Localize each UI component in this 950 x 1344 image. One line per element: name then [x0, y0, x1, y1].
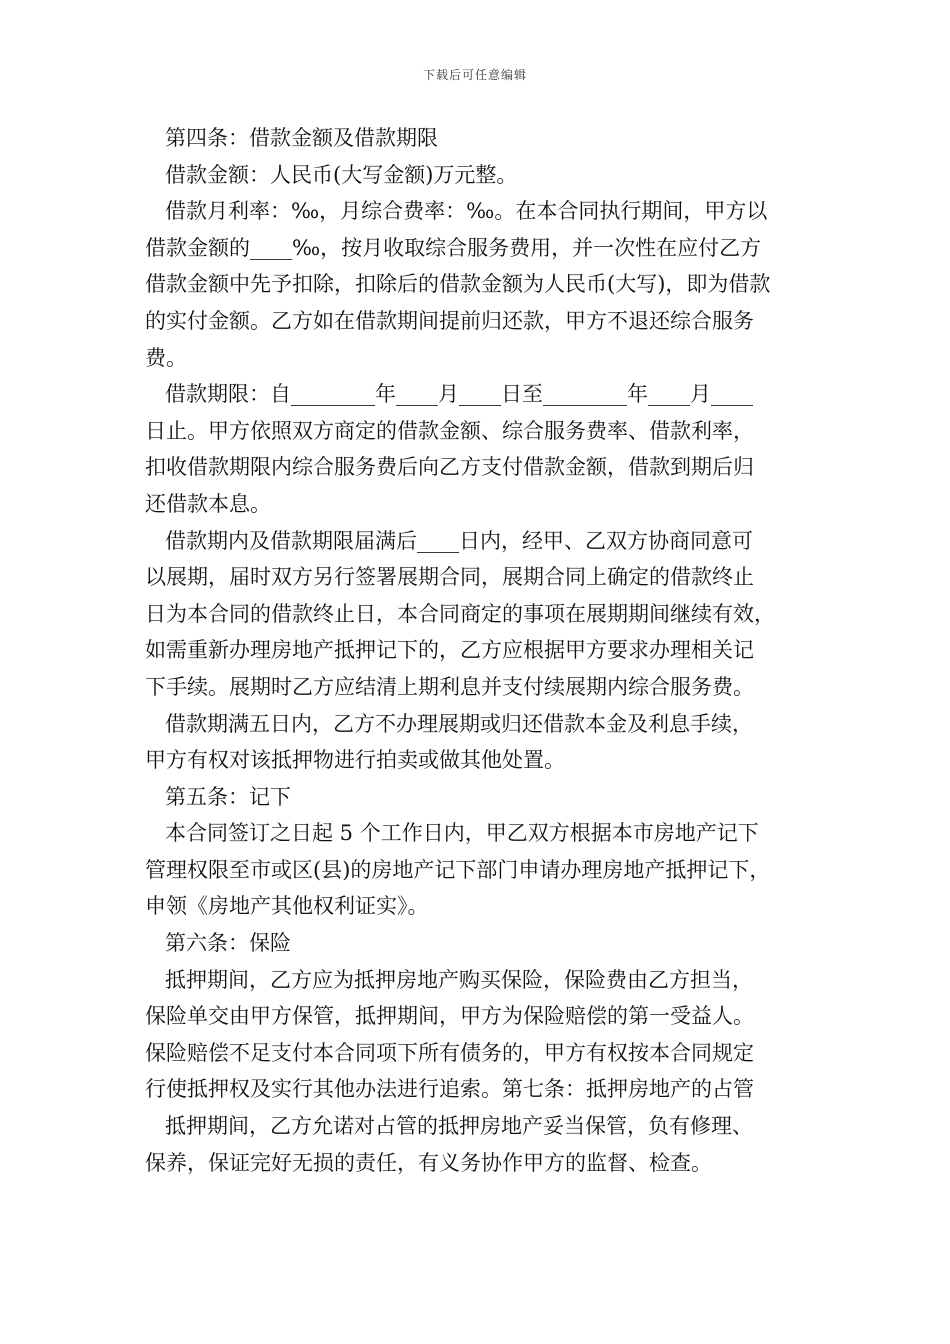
- text-line: 如需重新办理房地产抵押记下的，乙方应根据甲方要求办理相关记: [145, 638, 754, 663]
- page-header-note: 下载后可任意编辑: [422, 68, 527, 82]
- text-line: 管理权限至市或区(县)的房地产记下部门申请办理房地产抵押记下，: [145, 857, 771, 882]
- text-line: 甲方有权对该抵押物进行拍卖或做其他处置。: [145, 748, 565, 773]
- text-line: 申领《房地产其他权利证实》。: [145, 894, 429, 919]
- text-line: 借款期满五日内，乙方不办理展期或归还借款本金及利息手续，: [165, 711, 753, 736]
- text-line: 借款期内及借款期限届满后____日内，经甲、乙双方协商同意可: [165, 528, 753, 553]
- text-line: 日为本合同的借款终止日，本合同商定的事项在展期期间继续有效，: [145, 601, 775, 626]
- text-line: 本合同签订之日起 5 个工作日内，甲乙双方根据本市房地产记下: [165, 821, 759, 846]
- text-line: 下手续。展期时乙方应结清上期利息并支付续展期内综合服务费。: [145, 674, 754, 699]
- text-line: 保险单交由甲方保管，抵押期间，甲方为保险赔偿的第一受益人。: [145, 1004, 754, 1029]
- text-line: 保险赔偿不足支付本合同项下所有债务的，甲方有权按本合同规定: [145, 1040, 754, 1065]
- text-line: 借款月利率：‰，月综合费率：‰。在本合同执行期间，甲方以: [165, 199, 768, 224]
- text-line: 借款期限：自________年____月____日至________年____月____: [165, 382, 753, 407]
- text-line: 借款金额中先予扣除，扣除后的借款金额为人民币(大写)，即为借款: [145, 272, 771, 297]
- text-line: 抵押期间，乙方允诺对占管的抵押房地产妥当保管，负有修理、: [165, 1114, 753, 1139]
- text-line: 以展期，届时双方另行签署展期合同，展期合同上确定的借款终止: [145, 565, 754, 590]
- text-line: 还借款本息。: [145, 491, 271, 516]
- text-line: 抵押期间，乙方应为抵押房地产购买保险，保险费由乙方担当，: [165, 967, 753, 992]
- text-line: 扣收借款期限内综合服务费后向乙方支付借款金额，借款到期后归: [145, 455, 754, 480]
- text-line: 借款金额：人民币(大写金额)万元整。: [165, 162, 518, 187]
- text-line: 费。: [145, 345, 187, 370]
- text-line: 行使抵押权及实行其他办法进行追索。第七条：抵押房地产的占管: [145, 1077, 754, 1102]
- document-body: [145, 120, 825, 1181]
- article-5-heading: 第五条：记下: [165, 784, 291, 809]
- article-4-heading: 第四条：借款金额及借款期限: [165, 126, 438, 150]
- text-line: 日止。甲方依照双方商定的借款金额、综合服务费率、借款利率，: [145, 418, 754, 443]
- article-6-heading: 第六条：保险: [165, 931, 291, 956]
- text-line: 的实付金额。乙方如在借款期间提前归还款，甲方不退还综合服务: [145, 308, 754, 333]
- text-line: 借款金额的____‰，按月收取综合服务费用，并一次性在应付乙方: [145, 235, 762, 260]
- text-line: 保养，保证完好无损的责任，有义务协作甲方的监督、检查。: [145, 1150, 712, 1175]
